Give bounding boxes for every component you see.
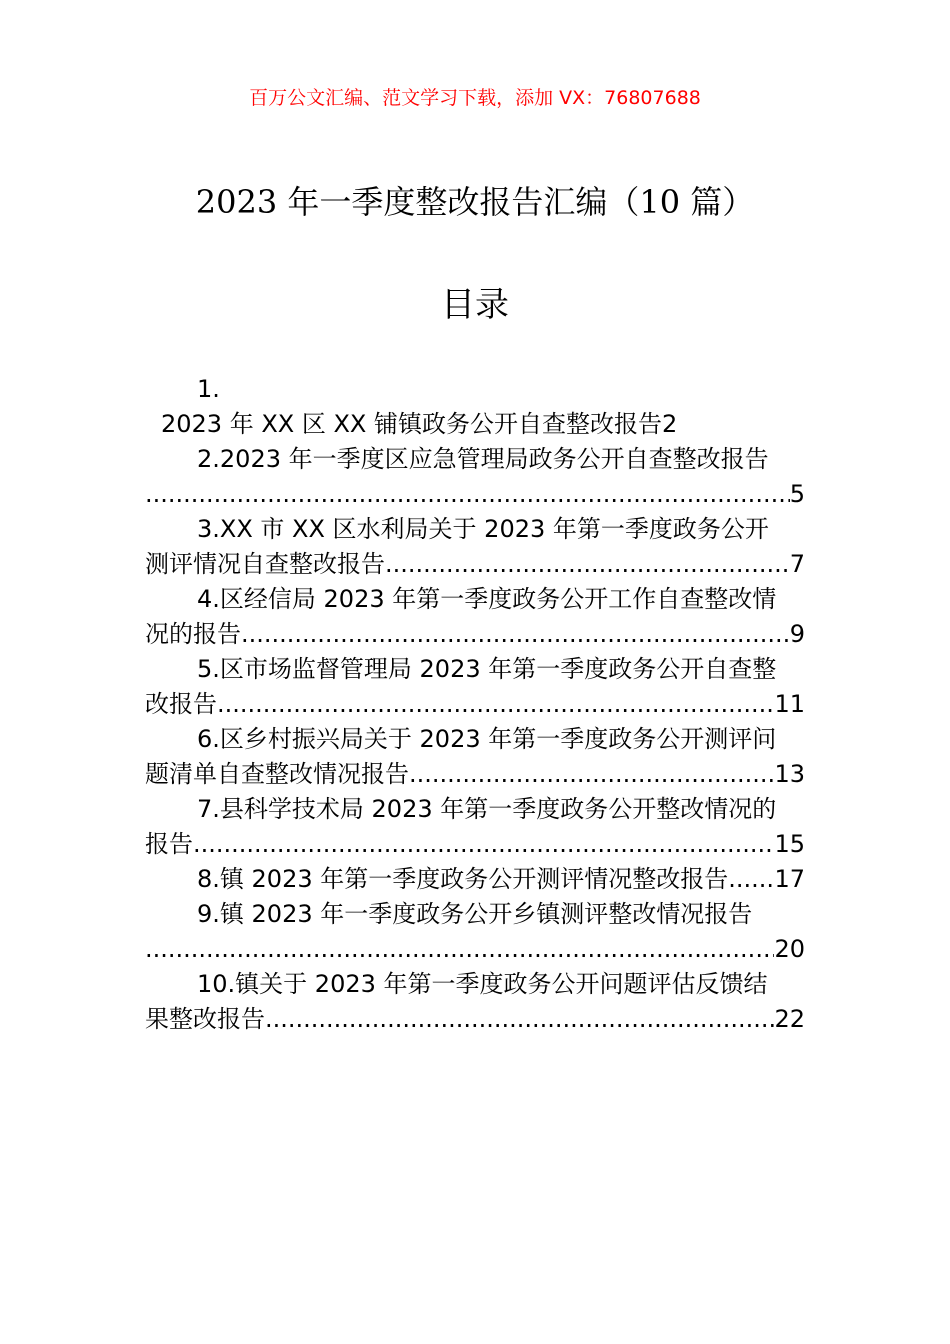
toc-leader-dots <box>241 617 790 652</box>
toc-entry-label: 2023 年 XX 区 XX 铺镇政务公开自查整改报告 <box>161 410 662 438</box>
toc-entry-3[interactable] <box>145 512 805 582</box>
toc-heading: 目录 <box>441 285 509 325</box>
toc-page-number: 11 <box>774 690 805 718</box>
watermark-banner: 百万公文汇编、范文学习下载，添加 VX：76807688 <box>249 87 701 109</box>
toc-page-number: 20 <box>774 935 805 963</box>
toc-leader-dots <box>145 477 790 512</box>
toc-page-number: 17 <box>774 865 805 893</box>
toc-entry-label-continued: 改报告 <box>145 690 217 718</box>
toc-entry-label: 9.镇 2023 年一季度政务公开乡镇测评整改情况报告 <box>197 900 753 928</box>
toc-entry-5[interactable] <box>145 652 805 722</box>
toc-leader-dots <box>728 862 774 897</box>
toc-entry-label: 6.区乡村振兴局关于 2023 年第一季度政务公开测评问 <box>197 725 777 753</box>
toc-entry-label: 1. <box>197 375 220 403</box>
toc-entry-label: 3.XX 市 XX 区水利局关于 2023 年第一季度政务公开 <box>197 515 769 543</box>
toc-entry-label-continued: 测评情况自查整改报告 <box>145 550 385 578</box>
toc-leader-dots <box>217 687 774 722</box>
toc-page-number: 5 <box>789 480 805 508</box>
toc-entry-label-continued: 题清单自查整改情况报告 <box>145 760 409 788</box>
toc-entry-label-continued: 况的报告 <box>145 620 241 648</box>
toc-leader-dots <box>385 547 790 582</box>
toc-entry-label: 5.区市场监督管理局 2023 年第一季度政务公开自查整 <box>197 655 777 683</box>
toc-entry-label: 8.镇 2023 年第一季度政务公开测评情况整改报告 <box>197 865 729 893</box>
toc-leader-dots <box>409 757 774 792</box>
document-title: 2023 年一季度整改报告汇编（10 篇） <box>195 183 755 221</box>
toc-page-number: 9 <box>789 620 805 648</box>
toc-entry-1[interactable] <box>145 372 805 442</box>
toc-page-number: 15 <box>774 830 805 858</box>
toc-entry-2[interactable] <box>145 442 805 512</box>
toc-entry-label-continued: 果整改报告 <box>145 1005 265 1033</box>
toc-entry-9[interactable] <box>145 897 805 967</box>
table-of-contents <box>145 372 805 1037</box>
toc-leader-dots <box>265 1002 774 1037</box>
toc-entry-label-continued: 报告 <box>145 830 193 858</box>
toc-entry-label: 7.县科学技术局 2023 年第一季度政务公开整改情况的 <box>197 795 777 823</box>
toc-entry-label: 2.2023 年一季度区应急管理局政务公开自查整改报告 <box>197 445 769 473</box>
toc-page-number: 13 <box>774 760 805 788</box>
toc-entry-4[interactable] <box>145 582 805 652</box>
toc-entry-10[interactable] <box>145 967 805 1037</box>
toc-entry-6[interactable] <box>145 722 805 792</box>
toc-page-number: 7 <box>789 550 805 578</box>
toc-leader-dots <box>145 932 774 967</box>
toc-page-number: 2 <box>662 410 678 438</box>
toc-entry-label: 10.镇关于 2023 年第一季度政务公开问题评估反馈结 <box>197 970 768 998</box>
toc-entry-7[interactable] <box>145 792 805 862</box>
toc-page-number: 22 <box>774 1005 805 1033</box>
toc-entry-8[interactable] <box>145 862 805 897</box>
toc-entry-label: 4.区经信局 2023 年第一季度政务公开工作自查整改情 <box>197 585 777 613</box>
toc-leader-dots <box>193 827 774 862</box>
